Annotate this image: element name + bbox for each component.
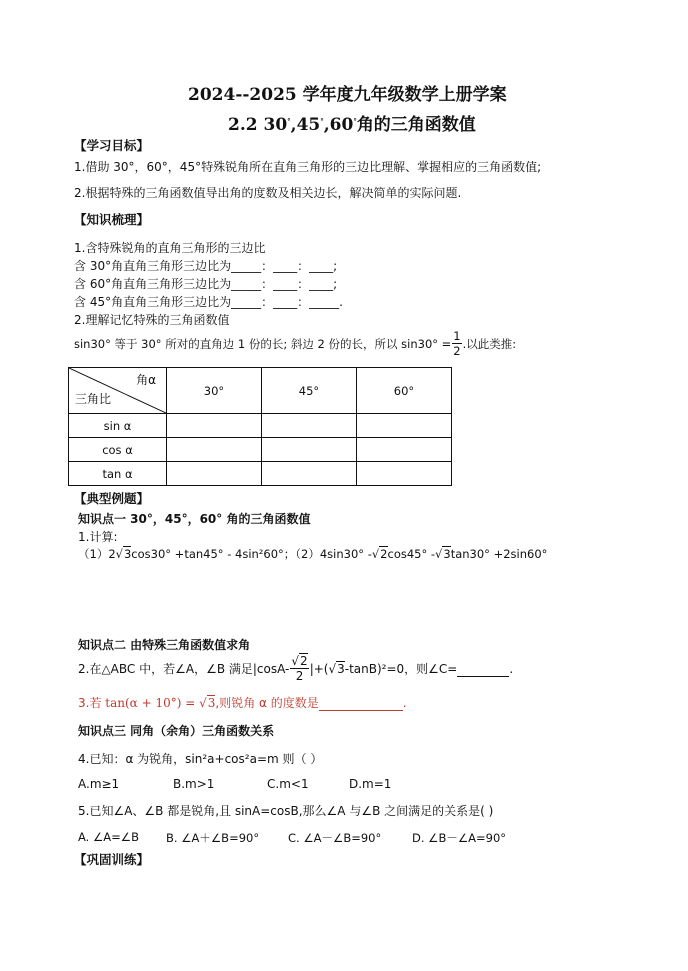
- question-2: [78, 654, 513, 683]
- sqrt-symbol: √3: [435, 547, 451, 561]
- goal-item: 1.借助 30°，60°，45°特殊锐角所在直角三角形的三边比理解、掌握相应的三角函数值;: [74, 160, 542, 174]
- answer-blank[interactable]: [457, 660, 509, 677]
- q3-expression: tan(α + 10°) =: [105, 696, 200, 710]
- degree-mark: °: [287, 117, 291, 126]
- q2-part: |+(: [309, 661, 329, 676]
- q1-part: cos30° +tan45° - 4sin²60°；（2）4sin30° -: [131, 547, 372, 561]
- answer-blank[interactable]: [319, 696, 403, 711]
- q2-part: .: [509, 661, 514, 676]
- row-label: cos α: [69, 438, 167, 462]
- question-4: 4.已知：α 为锐角，sin²a+cos²a=m 则（ ）: [78, 752, 323, 766]
- knowledge-point-1: 知识点一 30°，45°，60° 角的三角函数值: [78, 512, 311, 526]
- q2-part: -tanB)²=0，则∠C=: [344, 661, 458, 676]
- sin30-explanation: [74, 329, 516, 358]
- q5-option-a[interactable]: A. ∠A=∠B: [78, 830, 139, 844]
- q1-part: cos45° -: [387, 547, 436, 561]
- sin30-text-end: .以此类推:: [462, 336, 517, 351]
- examples-heading: 【典型例题】: [74, 491, 150, 506]
- corner-top-label: 角α: [136, 373, 156, 387]
- q1-part: tan30° +2sin60°: [450, 547, 548, 561]
- answer-cell[interactable]: [262, 438, 357, 462]
- table-corner-cell: [69, 368, 167, 414]
- q5-option-d[interactable]: D. ∠B－∠A=90°: [412, 831, 507, 845]
- q4-option-c[interactable]: C.m<1: [267, 777, 309, 791]
- trig-value-table: [68, 367, 452, 486]
- answer-cell[interactable]: [357, 438, 452, 462]
- column-header: 30°: [167, 368, 262, 414]
- sin30-text: sin30° 等于 30° 所对的直角边 1 份的长; 斜边 2 份的长，所以 sin30° =: [74, 336, 452, 351]
- sqrt-symbol: √3: [199, 696, 216, 710]
- q1-part: （1）2: [78, 547, 116, 561]
- review-line: 2.理解记忆特殊的三角函数值: [74, 313, 230, 327]
- doc-title: 2024--2025 学年度九年级数学上册学案: [188, 85, 507, 105]
- table-row: [69, 438, 452, 462]
- review-line: 含 45°角直角三角形三边比为_____：____：_____.: [74, 295, 343, 309]
- answer-cell[interactable]: [167, 462, 262, 486]
- degree-mark: °: [320, 117, 324, 126]
- review-line: 1.含特殊锐角的直角三角形的三边比: [74, 241, 266, 255]
- review-line: 含 30°角直角三角形三边比为_____：____：____;: [74, 259, 338, 273]
- question-1-label: 1.计算:: [78, 530, 118, 544]
- column-header: 45°: [262, 368, 357, 414]
- review-line: 含 60°角直角三角形三边比为_____：____：____;: [74, 277, 338, 291]
- sqrt-symbol: √3: [115, 547, 132, 561]
- column-header: 60°: [357, 368, 452, 414]
- q3-part: 3.若: [78, 696, 106, 710]
- fraction-numerator: 1: [453, 329, 461, 343]
- fraction-one-half: [452, 329, 461, 358]
- question-3: [78, 694, 407, 711]
- subtitle-mid2: ,60: [323, 115, 354, 135]
- q3-part: .: [402, 696, 407, 710]
- goal-item: 2.根据特殊的三角函数值导出角的度数及相关边长，解决简单的实际问题.: [74, 186, 462, 200]
- question-1-expression: [78, 546, 547, 562]
- goals-heading: 【学习目标】: [74, 138, 150, 153]
- answer-cell[interactable]: [357, 462, 452, 486]
- degree-mark: °: [353, 117, 357, 126]
- table-row: [69, 462, 452, 486]
- subtitle-suffix: 角的三角函数值: [356, 115, 476, 135]
- row-label: tan α: [69, 462, 167, 486]
- review-heading: 【知识梳理】: [74, 212, 150, 227]
- table-row: [69, 414, 452, 438]
- knowledge-point-2: 知识点二 由特殊三角函数值求角: [78, 638, 251, 652]
- row-label: sin α: [69, 414, 167, 438]
- subtitle-prefix: 2.2 30: [228, 115, 288, 135]
- fraction-sqrt2-over-2: $\frac{√2}{2}$: [291, 654, 308, 683]
- doc-subtitle: [228, 110, 476, 135]
- subtitle-mid1: ,45: [290, 115, 321, 135]
- knowledge-point-3: 知识点三 同角（余角）三角函数关系: [78, 724, 275, 738]
- q2-part: 2.在△ABC 中，若∠A，∠B 满足|cosA-: [78, 661, 290, 676]
- q5-option-c[interactable]: C. ∠A－∠B=90°: [288, 831, 382, 845]
- corner-bottom-label: 三角比: [75, 392, 112, 406]
- sqrt-symbol: √3: [328, 661, 345, 676]
- q3-part: ,则锐角 α 的度数是: [215, 696, 319, 710]
- fraction-denominator: 2: [453, 344, 461, 358]
- q5-option-b[interactable]: B. ∠A＋∠B=90°: [166, 831, 260, 845]
- answer-cell[interactable]: [262, 462, 357, 486]
- table-header-row: [69, 368, 452, 414]
- practice-heading: 【巩固训练】: [74, 852, 150, 867]
- answer-cell[interactable]: [167, 438, 262, 462]
- answer-cell[interactable]: [167, 414, 262, 438]
- answer-cell[interactable]: [262, 414, 357, 438]
- answer-cell[interactable]: [357, 414, 452, 438]
- sqrt-symbol: √2: [371, 547, 388, 561]
- q4-option-b[interactable]: B.m>1: [173, 777, 215, 791]
- q4-option-a[interactable]: A.m≥1: [78, 777, 120, 791]
- question-5: 5.已知∠A、∠B 都是锐角,且 sinA=cosB,那么∠A 与∠B 之间满足的关系是( ): [78, 804, 494, 818]
- q4-option-d[interactable]: D.m=1: [349, 777, 392, 791]
